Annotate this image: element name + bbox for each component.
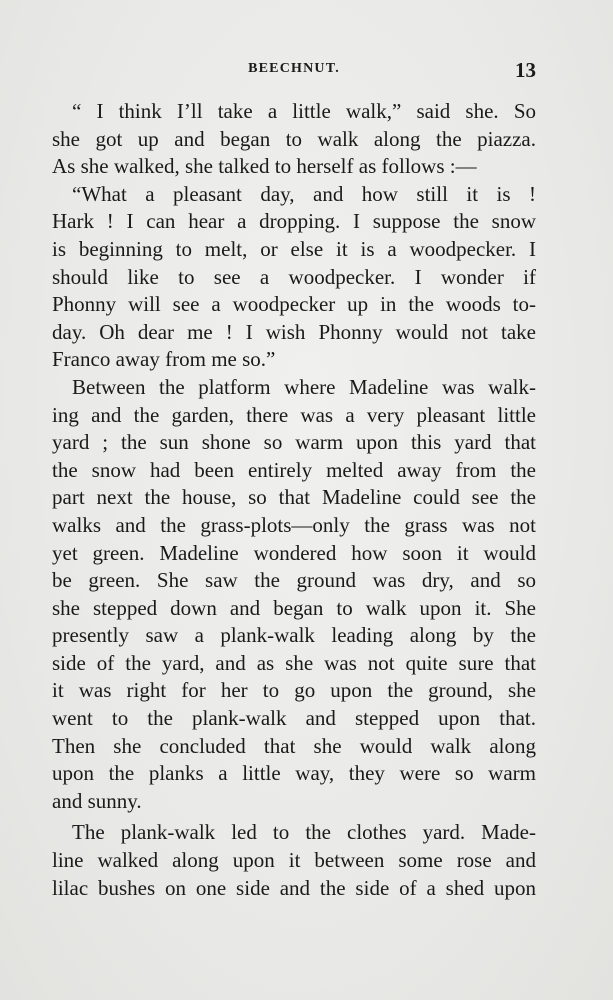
running-head	[52, 58, 536, 82]
text-line: side of the yard, and as she was not quite sure that	[52, 650, 536, 675]
text-line: be green. She saw the ground was dry, and so	[52, 568, 536, 593]
text-line: yard ; the sun shone so warm upon this yard that	[52, 430, 536, 455]
text-line: “What a pleasant day, and how still it is !	[72, 181, 536, 206]
text-line: As she walked, she talked to herself as follows :—	[52, 154, 477, 179]
paragraph	[52, 98, 536, 181]
text-line: and sunny.	[52, 788, 142, 813]
text-line: Between the platform where Madeline was walk-	[72, 374, 536, 399]
text-line: she got up and began to walk along the piazza.	[52, 126, 536, 151]
text-line: should like to see a woodpecker. I wonder if	[52, 264, 536, 289]
page-number: 13	[515, 58, 536, 82]
text-line: presently saw a plank-walk leading along by the	[52, 623, 536, 648]
text-line: she stepped down and began to walk upon it. She	[52, 595, 536, 620]
text-line: part next the house, so that Madeline could see the	[52, 485, 536, 510]
text-line: ing and the garden, there was a very pleasant little	[52, 402, 536, 427]
text-line: The plank-walk led to the clothes yard. Made-	[72, 820, 536, 845]
text-line: the snow had been entirely melted away from the	[52, 457, 536, 482]
text-line: day. Oh dear me ! I wish Phonny would not take	[52, 319, 536, 344]
text-line: it was right for her to go upon the ground, she	[52, 678, 536, 703]
text-line: lilac bushes on one side and the side of a shed upon	[52, 875, 536, 900]
text-line: walks and the grass-plots—only the grass was not	[52, 512, 536, 537]
paragraph	[52, 374, 536, 816]
text-line: Then she concluded that she would walk along	[52, 733, 536, 758]
running-title: BEECHNUT.	[248, 61, 340, 76]
text-line: upon the planks a little way, they were so warm	[52, 761, 536, 786]
text-line: Phonny will see a woodpecker up in the woods to-	[52, 292, 536, 317]
paragraph	[52, 819, 536, 902]
text-line: line walked along upon it between some rose and	[52, 848, 536, 873]
body-text	[52, 98, 536, 902]
text-line: went to the plank-walk and stepped upon that.	[52, 706, 536, 731]
text-line: Hark ! I can hear a dropping. I suppose the snow	[52, 209, 536, 234]
paragraph	[52, 181, 536, 374]
text-line: is beginning to melt, or else it is a woodpecker. I	[52, 236, 536, 261]
text-line: yet green. Madeline wondered how soon it would	[52, 540, 536, 565]
text-line: Franco away from me so.”	[52, 347, 276, 372]
text-line: “ I think I’ll take a little walk,” said she. So	[72, 99, 536, 123]
